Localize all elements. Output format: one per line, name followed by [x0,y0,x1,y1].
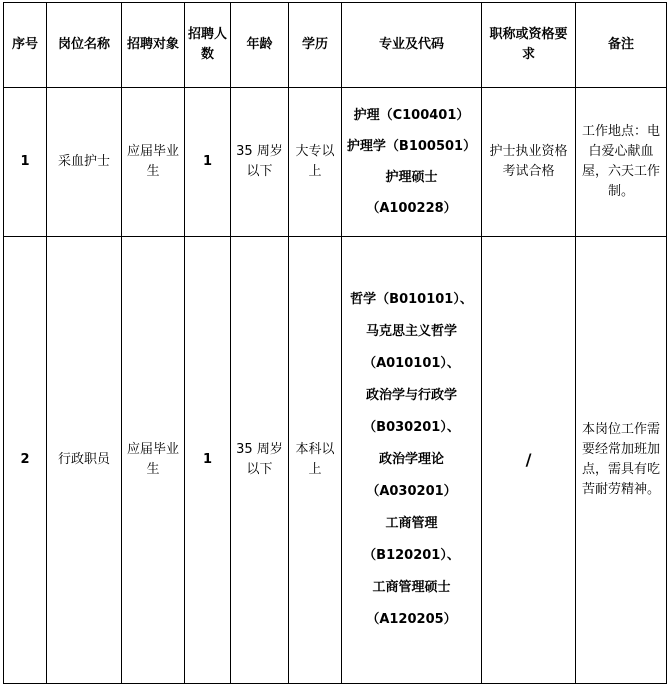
major-line: 马克思主义哲学 [365,324,457,339]
header-target: 招聘对象 [122,3,185,88]
major-line: （A030201） [366,484,457,499]
cell-education: 本科以上 [289,237,342,684]
major-line: （A100228） [366,201,457,216]
cell-position: 采血护士 [47,88,122,237]
table-row [4,237,667,684]
cell-position: 行政职员 [47,237,122,684]
cell-target: 应届毕业生 [122,237,185,684]
major-line: 护理（C100401） [353,108,470,123]
cell-no: 1 [4,88,47,237]
header-age: 年龄 [231,3,289,88]
header-count: 招聘人数 [185,3,231,88]
cell-qualification: 护士执业资格考试合格 [482,88,576,237]
major-line: （A010101）、 [363,356,460,371]
major-line: 政治学理论 [378,452,444,467]
major-line: 工商管理硕士 [372,580,451,595]
header-no: 序号 [4,3,47,88]
header-qualification: 职称或资格要求 [482,3,576,88]
cell-major [342,237,482,684]
major-line: （B030201）、 [363,420,460,435]
cell-major [342,88,482,237]
header-position: 岗位名称 [47,3,122,88]
recruitment-table [3,2,667,684]
cell-no: 2 [4,237,47,684]
header-remark: 备注 [576,3,667,88]
cell-remark: 工作地点：电白爱心献血屋，六天工作制。 [576,88,667,237]
cell-remark: 本岗位工作需要经常加班加点，需具有吃苦耐劳精神。 [576,237,667,684]
cell-qualification: / [482,237,576,684]
cell-target: 应届毕业生 [122,88,185,237]
major-line: （A120205） [366,612,457,627]
header-education: 学历 [289,3,342,88]
cell-age: 35 周岁以下 [231,88,289,237]
cell-age: 35 周岁以下 [231,237,289,684]
major-line: 工商管理 [385,516,438,531]
cell-education: 大专以上 [289,88,342,237]
major-line: 政治学与行政学 [365,388,457,403]
major-line: （B120201）、 [363,548,460,563]
cell-count: 1 [185,88,231,237]
table-header-row [4,3,667,88]
table-row [4,88,667,237]
cell-count: 1 [185,237,231,684]
major-line: 哲学（B010101）、 [350,292,473,307]
major-line: 护理学（B100501） [346,139,477,154]
major-line: 护理硕士 [385,170,438,185]
header-major: 专业及代码 [342,3,482,88]
